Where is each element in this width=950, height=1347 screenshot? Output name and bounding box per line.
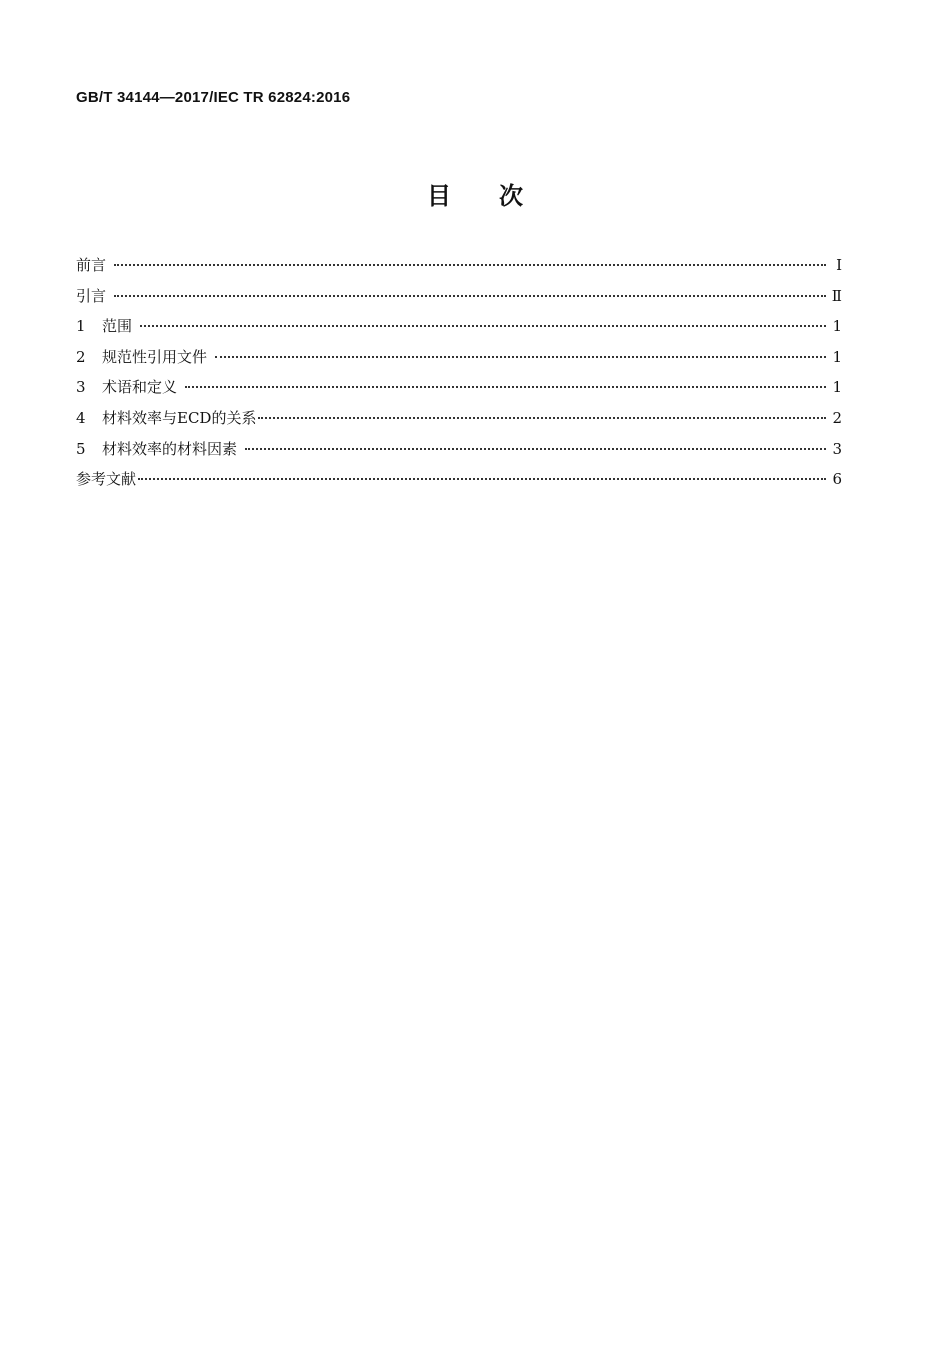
- page-title: 目次: [427, 182, 571, 210]
- toc-entry-bibliography[interactable]: [76, 468, 842, 499]
- toc-entry-label: 术语和定义: [102, 378, 178, 397]
- dot-leader: [185, 386, 826, 388]
- dot-leader: [114, 295, 826, 297]
- toc-entry-label: 引言: [76, 286, 107, 305]
- toc-entry-label: 材料效率的材料因素: [102, 439, 238, 458]
- toc-entry-label: 范围: [102, 317, 133, 336]
- toc-entry-number: 5: [76, 439, 86, 458]
- toc-entry-number: 4: [76, 408, 86, 427]
- toc-entry-foreword[interactable]: [76, 254, 842, 285]
- toc-entry-page: 3: [832, 439, 842, 458]
- toc-entry-number: 3: [76, 378, 86, 397]
- toc-entry-introduction[interactable]: [76, 285, 842, 316]
- toc-entry-terms-definitions[interactable]: [76, 376, 842, 407]
- toc-entry-page: 1: [832, 378, 842, 397]
- toc-entry-number: 1: [76, 317, 86, 336]
- dot-leader: [245, 448, 826, 450]
- toc-entry-label: 材料效率与ECD的关系: [102, 408, 257, 427]
- toc-entry-page: Ⅱ: [831, 286, 842, 305]
- toc-entry-number: 2: [76, 347, 86, 366]
- toc-entry-material-factors[interactable]: [76, 438, 842, 469]
- toc-entry-page: Ⅰ: [836, 256, 842, 274]
- toc-entry-label: 规范性引用文件: [102, 347, 208, 366]
- dot-leader: [114, 264, 826, 266]
- toc-entry-material-efficiency-ecd[interactable]: [76, 407, 842, 438]
- toc-entry-page: 2: [832, 408, 842, 427]
- dot-leader: [138, 478, 826, 480]
- toc-entry-page: 6: [832, 470, 842, 489]
- toc-entry-normative-references[interactable]: [76, 346, 842, 377]
- dot-leader: [215, 356, 826, 358]
- toc-entry-page: 1: [832, 317, 842, 336]
- table-of-contents: [76, 254, 842, 499]
- document-code: GB/T 34144—2017/IEC TR 62824:2016: [76, 89, 351, 106]
- dot-leader: [140, 325, 826, 327]
- toc-entry-label: 参考文献: [76, 470, 137, 489]
- toc-entry-scope[interactable]: [76, 315, 842, 346]
- dot-leader: [258, 417, 826, 419]
- toc-entry-page: 1: [832, 347, 842, 366]
- toc-entry-label: 前言: [76, 256, 107, 274]
